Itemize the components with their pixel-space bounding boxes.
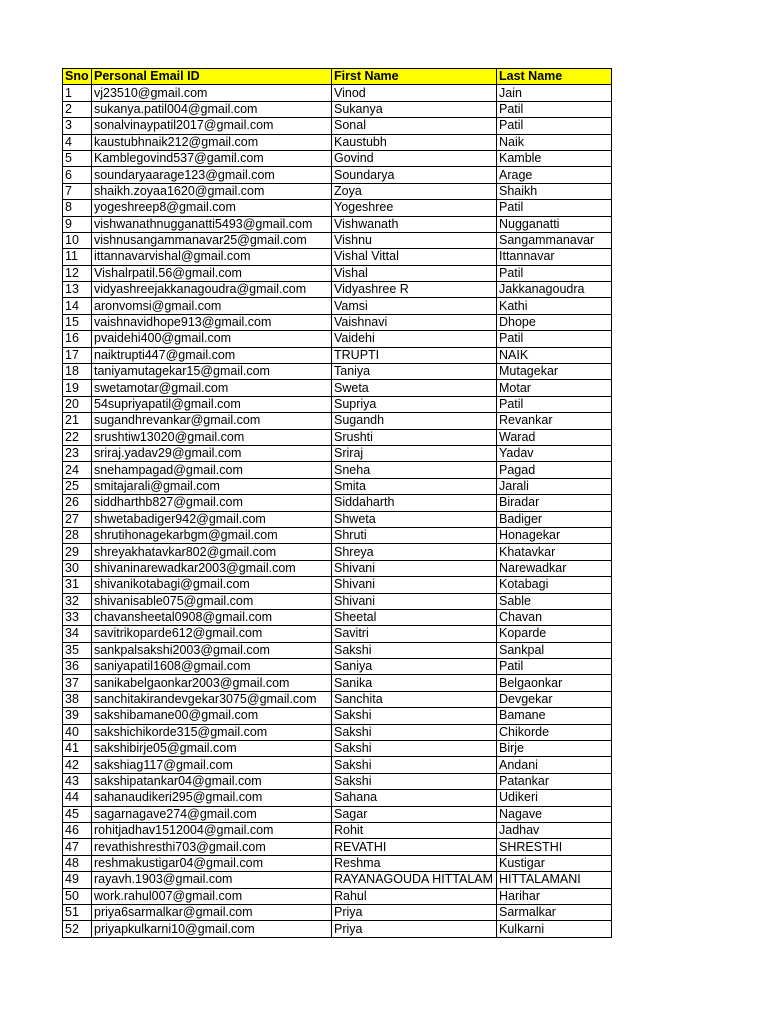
- table-row: [63, 921, 612, 937]
- sno-cell: 46: [63, 822, 92, 838]
- sno-cell: 35: [63, 642, 92, 658]
- email-cell: vidyashreejakkanagoudra@gmail.com: [92, 282, 332, 298]
- table-row: [63, 380, 612, 396]
- sno-cell: 37: [63, 675, 92, 691]
- email-cell: sakshibamane00@gmail.com: [92, 708, 332, 724]
- header-last-name: Last Name: [497, 69, 612, 85]
- sno-cell: 34: [63, 626, 92, 642]
- sno-cell: 21: [63, 413, 92, 429]
- last-name-cell: Birje: [497, 741, 612, 757]
- last-name-cell: Patil: [497, 118, 612, 134]
- first-name-cell: Sneha: [332, 462, 497, 478]
- table-row: [63, 904, 612, 920]
- sno-cell: 8: [63, 200, 92, 216]
- table-row: [63, 445, 612, 461]
- email-cell: pvaidehi400@gmail.com: [92, 331, 332, 347]
- email-cell: aronvomsi@gmail.com: [92, 298, 332, 314]
- email-cell: yogeshreep8@gmail.com: [92, 200, 332, 216]
- header-row: [63, 69, 612, 85]
- table-row: [63, 216, 612, 232]
- first-name-cell: Vamsi: [332, 298, 497, 314]
- last-name-cell: Kathi: [497, 298, 612, 314]
- first-name-cell: Sanchita: [332, 691, 497, 707]
- sno-cell: 3: [63, 118, 92, 134]
- sno-cell: 14: [63, 298, 92, 314]
- last-name-cell: Badiger: [497, 511, 612, 527]
- sno-cell: 42: [63, 757, 92, 773]
- email-cell: siddharthb827@gmail.com: [92, 495, 332, 511]
- last-name-cell: Mutagekar: [497, 364, 612, 380]
- email-cell: vishwanathnugganatti5493@gmail.com: [92, 216, 332, 232]
- email-cell: naiktrupti447@gmail.com: [92, 347, 332, 363]
- last-name-cell: Chikorde: [497, 724, 612, 740]
- table-row: [63, 478, 612, 494]
- table-row: [63, 691, 612, 707]
- table-row: [63, 560, 612, 576]
- table-row: [63, 118, 612, 134]
- first-name-cell: Shivani: [332, 577, 497, 593]
- table-row: [63, 298, 612, 314]
- last-name-cell: Revankar: [497, 413, 612, 429]
- table-row: [63, 429, 612, 445]
- first-name-cell: Sanika: [332, 675, 497, 691]
- table-row: [63, 413, 612, 429]
- email-cell: taniyamutagekar15@gmail.com: [92, 364, 332, 380]
- table-row: [63, 134, 612, 150]
- last-name-cell: Harihar: [497, 888, 612, 904]
- sno-cell: 18: [63, 364, 92, 380]
- header-first-name: First Name: [332, 69, 497, 85]
- last-name-cell: Patankar: [497, 773, 612, 789]
- table-row: [63, 511, 612, 527]
- email-cell: shivanisable075@gmail.com: [92, 593, 332, 609]
- last-name-cell: Yadav: [497, 445, 612, 461]
- last-name-cell: Belgaonkar: [497, 675, 612, 691]
- last-name-cell: Sarmalkar: [497, 904, 612, 920]
- last-name-cell: Kamble: [497, 150, 612, 166]
- email-cell: savitrikoparde612@gmail.com: [92, 626, 332, 642]
- email-cell: sakshipatankar04@gmail.com: [92, 773, 332, 789]
- table-row: [63, 888, 612, 904]
- email-cell: sonalvinaypatil2017@gmail.com: [92, 118, 332, 134]
- sno-cell: 36: [63, 659, 92, 675]
- last-name-cell: Chavan: [497, 609, 612, 625]
- table-row: [63, 757, 612, 773]
- first-name-cell: Siddaharth: [332, 495, 497, 511]
- sno-cell: 51: [63, 904, 92, 920]
- table-row: [63, 724, 612, 740]
- table-row: [63, 790, 612, 806]
- table-row: [63, 167, 612, 183]
- sno-cell: 48: [63, 855, 92, 871]
- table-row: [63, 675, 612, 691]
- table-row: [63, 741, 612, 757]
- table-row: [63, 200, 612, 216]
- email-cell: sanikabelgaonkar2003@gmail.com: [92, 675, 332, 691]
- sno-cell: 29: [63, 544, 92, 560]
- last-name-cell: Kulkarni: [497, 921, 612, 937]
- email-cell: sugandhrevankar@gmail.com: [92, 413, 332, 429]
- sno-cell: 11: [63, 249, 92, 265]
- first-name-cell: Shivani: [332, 560, 497, 576]
- last-name-cell: Narewadkar: [497, 560, 612, 576]
- table-row: [63, 183, 612, 199]
- sno-cell: 43: [63, 773, 92, 789]
- first-name-cell: Sagar: [332, 806, 497, 822]
- last-name-cell: Bamane: [497, 708, 612, 724]
- table-row: [63, 249, 612, 265]
- first-name-cell: Vishwanath: [332, 216, 497, 232]
- table-row: [63, 396, 612, 412]
- last-name-cell: Kustigar: [497, 855, 612, 871]
- sno-cell: 47: [63, 839, 92, 855]
- table-row: [63, 593, 612, 609]
- sno-cell: 13: [63, 282, 92, 298]
- last-name-cell: Jakkanagoudra: [497, 282, 612, 298]
- header-sno: Sno: [63, 69, 92, 85]
- table-row: [63, 462, 612, 478]
- first-name-cell: Vaidehi: [332, 331, 497, 347]
- email-cell: Kamblegovind537@gamil.com: [92, 150, 332, 166]
- sno-cell: 38: [63, 691, 92, 707]
- first-name-cell: Sakshi: [332, 773, 497, 789]
- table-body: [63, 85, 612, 937]
- first-name-cell: Vishal Vittal: [332, 249, 497, 265]
- sno-cell: 50: [63, 888, 92, 904]
- first-name-cell: Rahul: [332, 888, 497, 904]
- sno-cell: 32: [63, 593, 92, 609]
- first-name-cell: Shruti: [332, 527, 497, 543]
- last-name-cell: SHRESTHI: [497, 839, 612, 855]
- table-row: [63, 364, 612, 380]
- last-name-cell: Pagad: [497, 462, 612, 478]
- email-cell: shivaninarewadkar2003@gmail.com: [92, 560, 332, 576]
- sno-cell: 49: [63, 872, 92, 888]
- table-row: [63, 626, 612, 642]
- first-name-cell: TRUPTI: [332, 347, 497, 363]
- table-row: [63, 232, 612, 248]
- email-cell: shrutihonagekarbgm@gmail.com: [92, 527, 332, 543]
- sno-cell: 10: [63, 232, 92, 248]
- last-name-cell: Patil: [497, 200, 612, 216]
- email-cell: sahanaudikeri295@gmail.com: [92, 790, 332, 806]
- sno-cell: 31: [63, 577, 92, 593]
- sno-cell: 52: [63, 921, 92, 937]
- last-name-cell: HITTALAMANI: [497, 872, 612, 888]
- email-cell: sukanya.patil004@gmail.com: [92, 101, 332, 117]
- sno-cell: 16: [63, 331, 92, 347]
- last-name-cell: Sankpal: [497, 642, 612, 658]
- email-cell: sakshibirje05@gmail.com: [92, 741, 332, 757]
- table-row: [63, 773, 612, 789]
- email-cell: 54supriyapatil@gmail.com: [92, 396, 332, 412]
- email-cell: srushtiw13020@gmail.com: [92, 429, 332, 445]
- sno-cell: 28: [63, 527, 92, 543]
- last-name-cell: Andani: [497, 757, 612, 773]
- last-name-cell: Jain: [497, 85, 612, 101]
- sno-cell: 44: [63, 790, 92, 806]
- table-row: [63, 659, 612, 675]
- last-name-cell: Shaikh: [497, 183, 612, 199]
- email-cell: smitajarali@gmail.com: [92, 478, 332, 494]
- first-name-cell: Priya: [332, 921, 497, 937]
- first-name-cell: Srushti: [332, 429, 497, 445]
- last-name-cell: Patil: [497, 331, 612, 347]
- table-row: [63, 265, 612, 281]
- last-name-cell: Devgekar: [497, 691, 612, 707]
- sno-cell: 7: [63, 183, 92, 199]
- email-cell: Vishalrpatil.56@gmail.com: [92, 265, 332, 281]
- first-name-cell: Sweta: [332, 380, 497, 396]
- first-name-cell: Sakshi: [332, 741, 497, 757]
- email-cell: shaikh.zoyaa1620@gmail.com: [92, 183, 332, 199]
- table-row: [63, 806, 612, 822]
- email-cell: saniyapatil1608@gmail.com: [92, 659, 332, 675]
- sno-cell: 12: [63, 265, 92, 281]
- email-cell: revathishresthi703@gmail.com: [92, 839, 332, 855]
- sno-cell: 33: [63, 609, 92, 625]
- sno-cell: 15: [63, 314, 92, 330]
- sno-cell: 40: [63, 724, 92, 740]
- email-cell: sanchitakirandevgekar3075@gmail.com: [92, 691, 332, 707]
- last-name-cell: Patil: [497, 396, 612, 412]
- first-name-cell: Vaishnavi: [332, 314, 497, 330]
- last-name-cell: Patil: [497, 101, 612, 117]
- email-cell: swetamotar@gmail.com: [92, 380, 332, 396]
- first-name-cell: REVATHI: [332, 839, 497, 855]
- first-name-cell: Zoya: [332, 183, 497, 199]
- first-name-cell: Sakshi: [332, 757, 497, 773]
- sno-cell: 23: [63, 445, 92, 461]
- sno-cell: 20: [63, 396, 92, 412]
- first-name-cell: Vishal: [332, 265, 497, 281]
- first-name-cell: Rohit: [332, 822, 497, 838]
- first-name-cell: Supriya: [332, 396, 497, 412]
- first-name-cell: Soundarya: [332, 167, 497, 183]
- email-cell: sagarnagave274@gmail.com: [92, 806, 332, 822]
- email-cell: chavansheetal0908@gmail.com: [92, 609, 332, 625]
- last-name-cell: NAIK: [497, 347, 612, 363]
- first-name-cell: Yogeshree: [332, 200, 497, 216]
- table-row: [63, 314, 612, 330]
- sno-cell: 17: [63, 347, 92, 363]
- sno-cell: 30: [63, 560, 92, 576]
- sno-cell: 5: [63, 150, 92, 166]
- table-row: [63, 872, 612, 888]
- email-cell: ittannavarvishal@gmail.com: [92, 249, 332, 265]
- last-name-cell: Warad: [497, 429, 612, 445]
- last-name-cell: Jadhav: [497, 822, 612, 838]
- last-name-cell: Khatavkar: [497, 544, 612, 560]
- first-name-cell: Sakshi: [332, 642, 497, 658]
- first-name-cell: Smita: [332, 478, 497, 494]
- table-row: [63, 347, 612, 363]
- first-name-cell: Sonal: [332, 118, 497, 134]
- table-row: [63, 609, 612, 625]
- last-name-cell: Naik: [497, 134, 612, 150]
- table-row: [63, 331, 612, 347]
- email-cell: snehampagad@gmail.com: [92, 462, 332, 478]
- sno-cell: 41: [63, 741, 92, 757]
- last-name-cell: Motar: [497, 380, 612, 396]
- sno-cell: 4: [63, 134, 92, 150]
- table-row: [63, 577, 612, 593]
- header-personal-email-id: Personal Email ID: [92, 69, 332, 85]
- last-name-cell: Nugganatti: [497, 216, 612, 232]
- table-row: [63, 708, 612, 724]
- first-name-cell: Shreya: [332, 544, 497, 560]
- sno-cell: 26: [63, 495, 92, 511]
- table-row: [63, 839, 612, 855]
- last-name-cell: Udikeri: [497, 790, 612, 806]
- last-name-cell: Ittannavar: [497, 249, 612, 265]
- first-name-cell: Savitri: [332, 626, 497, 642]
- email-cell: vaishnavidhope913@gmail.com: [92, 314, 332, 330]
- first-name-cell: Vishnu: [332, 232, 497, 248]
- sno-cell: 19: [63, 380, 92, 396]
- first-name-cell: Shweta: [332, 511, 497, 527]
- first-name-cell: Govind: [332, 150, 497, 166]
- last-name-cell: Biradar: [497, 495, 612, 511]
- email-cell: sakshichikorde315@gmail.com: [92, 724, 332, 740]
- first-name-cell: Sheetal: [332, 609, 497, 625]
- email-cell: shwetabadiger942@gmail.com: [92, 511, 332, 527]
- first-name-cell: Sukanya: [332, 101, 497, 117]
- sno-cell: 45: [63, 806, 92, 822]
- last-name-cell: Koparde: [497, 626, 612, 642]
- first-name-cell: Sriraj: [332, 445, 497, 461]
- sno-cell: 24: [63, 462, 92, 478]
- sno-cell: 6: [63, 167, 92, 183]
- email-list-table: [62, 68, 612, 938]
- email-cell: sakshiag117@gmail.com: [92, 757, 332, 773]
- sno-cell: 22: [63, 429, 92, 445]
- table-row: [63, 544, 612, 560]
- last-name-cell: Sangammanavar: [497, 232, 612, 248]
- table-row: [63, 150, 612, 166]
- first-name-cell: Vidyashree R: [332, 282, 497, 298]
- sno-cell: 1: [63, 85, 92, 101]
- last-name-cell: Kotabagi: [497, 577, 612, 593]
- email-cell: vj23510@gmail.com: [92, 85, 332, 101]
- last-name-cell: Sable: [497, 593, 612, 609]
- last-name-cell: Patil: [497, 659, 612, 675]
- email-cell: work.rahul007@gmail.com: [92, 888, 332, 904]
- first-name-cell: Sakshi: [332, 724, 497, 740]
- first-name-cell: Shivani: [332, 593, 497, 609]
- first-name-cell: Sahana: [332, 790, 497, 806]
- first-name-cell: Taniya: [332, 364, 497, 380]
- email-cell: vishnusangammanavar25@gmail.com: [92, 232, 332, 248]
- table-row: [63, 282, 612, 298]
- last-name-cell: Honagekar: [497, 527, 612, 543]
- email-cell: shreyakhatavkar802@gmail.com: [92, 544, 332, 560]
- first-name-cell: Sugandh: [332, 413, 497, 429]
- table-row: [63, 855, 612, 871]
- email-cell: reshmakustigar04@gmail.com: [92, 855, 332, 871]
- sno-cell: 2: [63, 101, 92, 117]
- email-cell: priyapkulkarni10@gmail.com: [92, 921, 332, 937]
- first-name-cell: RAYANAGOUDA HITTALAM: [332, 872, 497, 888]
- email-cell: sriraj.yadav29@gmail.com: [92, 445, 332, 461]
- email-cell: rohitjadhav1512004@gmail.com: [92, 822, 332, 838]
- sno-cell: 25: [63, 478, 92, 494]
- table-row: [63, 642, 612, 658]
- table-row: [63, 495, 612, 511]
- email-cell: soundaryaarage123@gmail.com: [92, 167, 332, 183]
- sno-cell: 27: [63, 511, 92, 527]
- sno-cell: 9: [63, 216, 92, 232]
- table-row: [63, 85, 612, 101]
- last-name-cell: Nagave: [497, 806, 612, 822]
- email-cell: shivanikotabagi@gmail.com: [92, 577, 332, 593]
- first-name-cell: Saniya: [332, 659, 497, 675]
- last-name-cell: Dhope: [497, 314, 612, 330]
- email-cell: rayavh.1903@gmail.com: [92, 872, 332, 888]
- table-row: [63, 822, 612, 838]
- table-row: [63, 101, 612, 117]
- email-cell: kaustubhnaik212@gmail.com: [92, 134, 332, 150]
- first-name-cell: Kaustubh: [332, 134, 497, 150]
- last-name-cell: Jarali: [497, 478, 612, 494]
- first-name-cell: Sakshi: [332, 708, 497, 724]
- email-cell: priya6sarmalkar@gmail.com: [92, 904, 332, 920]
- last-name-cell: Arage: [497, 167, 612, 183]
- first-name-cell: Reshma: [332, 855, 497, 871]
- last-name-cell: Patil: [497, 265, 612, 281]
- email-cell: sankpalsakshi2003@gmail.com: [92, 642, 332, 658]
- sno-cell: 39: [63, 708, 92, 724]
- first-name-cell: Priya: [332, 904, 497, 920]
- first-name-cell: Vinod: [332, 85, 497, 101]
- table-row: [63, 527, 612, 543]
